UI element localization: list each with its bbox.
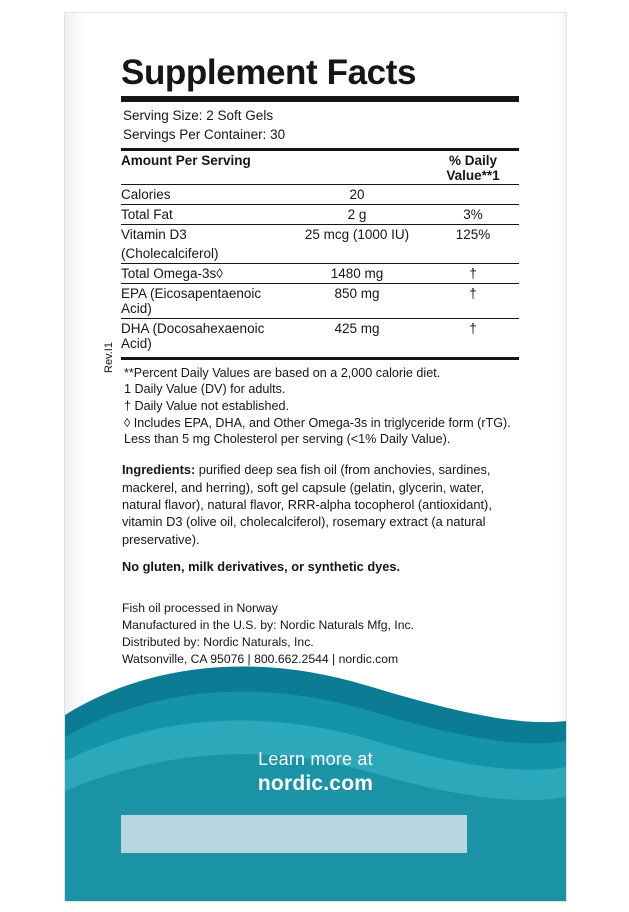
ingredients-text: purified deep sea fish oil (from anchovies, sardines, mackerel, and herring), soft gel capsule (gelatin, glycerin, water, natural flavor), natural flavor, RRR-alpha tocopherol (antioxidant), vitamin D3 (olive oil, cholecalciferol), rosemary extract (a natural preservative). <box>122 462 492 547</box>
table-header-row <box>121 151 519 185</box>
learn-more-text: Learn more at <box>258 749 373 770</box>
divider-medium-bottom <box>121 357 519 360</box>
company-line: Manufactured in the U.S. by: Nordic Naturals Mfg, Inc. <box>122 617 414 632</box>
company-line: Fish oil processed in Norway <box>122 601 278 616</box>
servings-per-container: Servings Per Container: 30 <box>123 127 286 143</box>
serving-size: Serving Size: 2 Soft Gels <box>123 108 274 123</box>
ingredients-block <box>121 461 519 548</box>
nutrient-name: Vitamin D3 <box>121 226 187 242</box>
nutrient-dv <box>427 184 519 204</box>
teal-wave-footer <box>65 641 566 901</box>
nutrient-dv: † <box>427 263 519 283</box>
nutrient-amount: 2 g <box>287 204 427 224</box>
learn-more-block <box>65 748 566 797</box>
table-row <box>121 184 519 204</box>
footnote-item: † Daily Value not established. <box>124 399 289 413</box>
table-row <box>121 283 519 318</box>
daily-value-header: % Daily Value**1 <box>427 151 519 185</box>
company-line: Distributed by: Nordic Naturals, Inc. <box>122 634 314 649</box>
website-text: nordic.com <box>257 771 374 795</box>
allergen-statement: No gluten, milk derivatives, or synthetic dyes. <box>122 559 401 575</box>
footnote-item: 1 Daily Value (DV) for adults. <box>124 382 286 397</box>
nutrient-amount: 850 mg <box>287 283 427 318</box>
blank-label-box <box>121 815 467 853</box>
nutrient-dv: † <box>427 283 519 318</box>
nutrient-amount: 25 mcg (1000 IU) <box>304 226 410 242</box>
nutrient-subname: (Cholecalciferol) <box>121 244 287 264</box>
nutrient-name: EPA (Eicosapentaenoic Acid) <box>121 283 287 318</box>
revision-code: Rev.I1 <box>103 342 115 373</box>
nutrient-dv: 125% <box>455 226 491 242</box>
amount-col-spacer <box>287 151 427 185</box>
divider-heavy-top <box>121 96 519 102</box>
ingredients-label: Ingredients: <box>122 462 196 478</box>
nutrient-name: Total Fat <box>121 204 287 224</box>
package-panel <box>64 12 567 902</box>
company-line: Watsonville, CA 95076 | 800.662.2544 | nordic.com <box>122 651 399 666</box>
nutrient-amount: 20 <box>287 184 427 204</box>
nutrient-amount: 1480 mg <box>287 263 427 283</box>
nutrient-name: DHA (Docosahexaenoic Acid) <box>121 320 265 351</box>
nutrient-dv <box>427 244 519 264</box>
supplement-facts-panel <box>121 55 519 667</box>
table-row <box>121 204 519 224</box>
nutrient-amount: 425 mg <box>334 320 380 336</box>
table-row <box>121 318 519 353</box>
footnote-item: ◊ Includes EPA, DHA, and Other Omega-3s in triglyceride form (rTG). <box>124 415 511 430</box>
footnote-item: **Percent Daily Values are based on a 2,000 calorie diet. <box>124 365 441 380</box>
nutrient-name: Calories <box>121 184 287 204</box>
supplement-facts-title: Supplement Facts <box>121 53 417 92</box>
nutrient-amount <box>287 244 427 264</box>
table-row <box>121 224 519 244</box>
footnote-item: Less than 5 mg Cholesterol per serving (<1% Daily Value). <box>124 432 451 447</box>
footnotes <box>121 365 519 449</box>
amount-per-serving-header: Amount Per Serving <box>121 151 287 185</box>
nutrient-name: Total Omega-3s◊ <box>121 263 287 283</box>
nutrient-dv: † <box>469 320 477 336</box>
table-row <box>121 263 519 283</box>
nutrient-dv: 3% <box>427 204 519 224</box>
table-row <box>121 244 519 264</box>
supplement-facts-table <box>121 151 519 353</box>
